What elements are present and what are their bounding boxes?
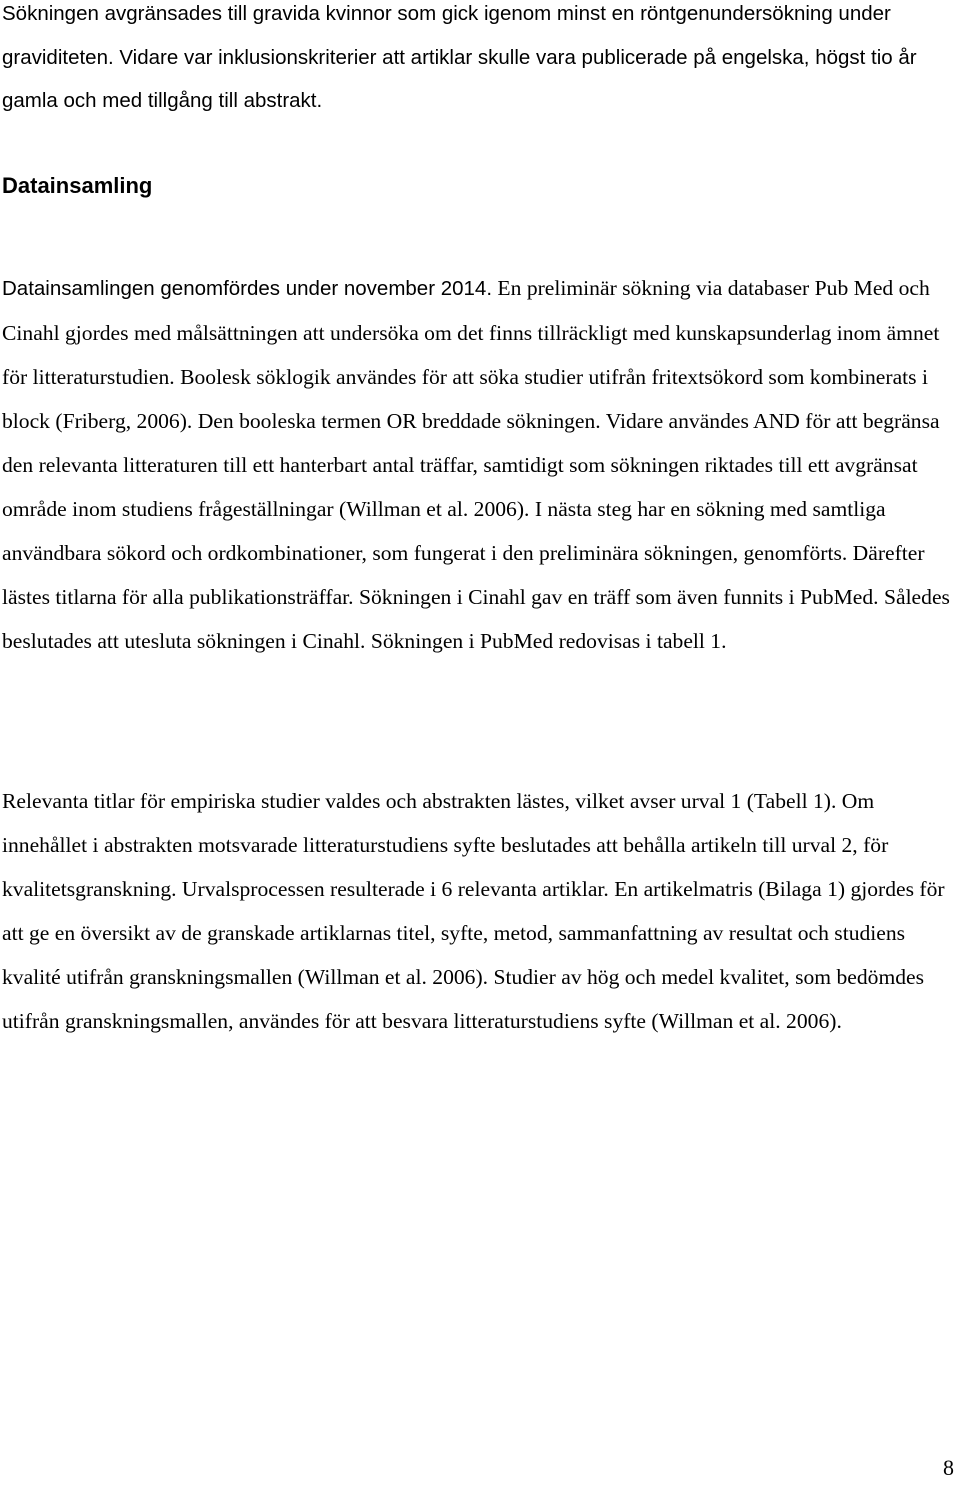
section-heading: Datainsamling bbox=[2, 173, 153, 198]
page-number: 8 bbox=[943, 1455, 954, 1480]
datainsamling-lead-sentence: Datainsamlingen genomfördes under november 2014. bbox=[2, 277, 493, 300]
datainsamling-paragraph bbox=[2, 266, 956, 663]
intro-paragraph: Sökningen avgränsades till gravida kvinnor som gick igenom minst en röntgenundersökning under graviditeten. Vidare var inklusionskriterier att artiklar skulle vara publicerade på engelska, högst tio år gamla och med tillgång till abstrakt. bbox=[2, 2, 917, 112]
datainsamling-body-text: En preliminär sökning via databaser Pub Med och Cinahl gjordes med målsättningen att undersöka om det finns tillräckligt med kunskapsunderlag inom ämnet för litteraturstudien. Boolesk söklogik användes för att söka studier utifrån fritextsökord som kombinerats i block (Friberg, 2006). Den booleska termen OR breddade sökningen. Vidare användes AND för att begränsa den relevanta litteraturen till ett hanterbart antal träffar, samtidigt som sökningen riktades till ett avgränsat område inom studiens frågeställningar (Willman et al. 2006). I nästa steg har en sökning med samtliga användbara sökord och ordkombinationer, som fungerat i den preliminära sökningen, genomförts. Därefter lästes titlarna för alla publikationsträffar. Sökningen i Cinahl gav en träff som även funnits i PubMed. Således beslutades att utesluta sökningen i Cinahl. Sökningen i PubMed redovisas i tabell 1. bbox=[2, 276, 950, 653]
urval-paragraph: Relevanta titlar för empiriska studier valdes och abstrakten lästes, vilket avser urval 1 (Tabell 1). Om innehållet i abstrakten motsvarade litteraturstudiens syfte beslutades att behålla artikeln till urval 2, för kvalitetsgranskning. Urvalsprocessen resulterade i 6 relevanta artiklar. En artikelmatris (Bilaga 1) gjordes för att ge en översikt av de granskade artiklarnas titel, syfte, metod, sammanfattning av resultat och studiens kvalité utifrån granskningsmallen (Willman et al. 2006). Studier av hög och medel kvalitet, som bedömdes utifrån granskningsmallen, användes för att besvara litteraturstudiens syfte (Willman et al. 2006). bbox=[2, 789, 945, 1033]
